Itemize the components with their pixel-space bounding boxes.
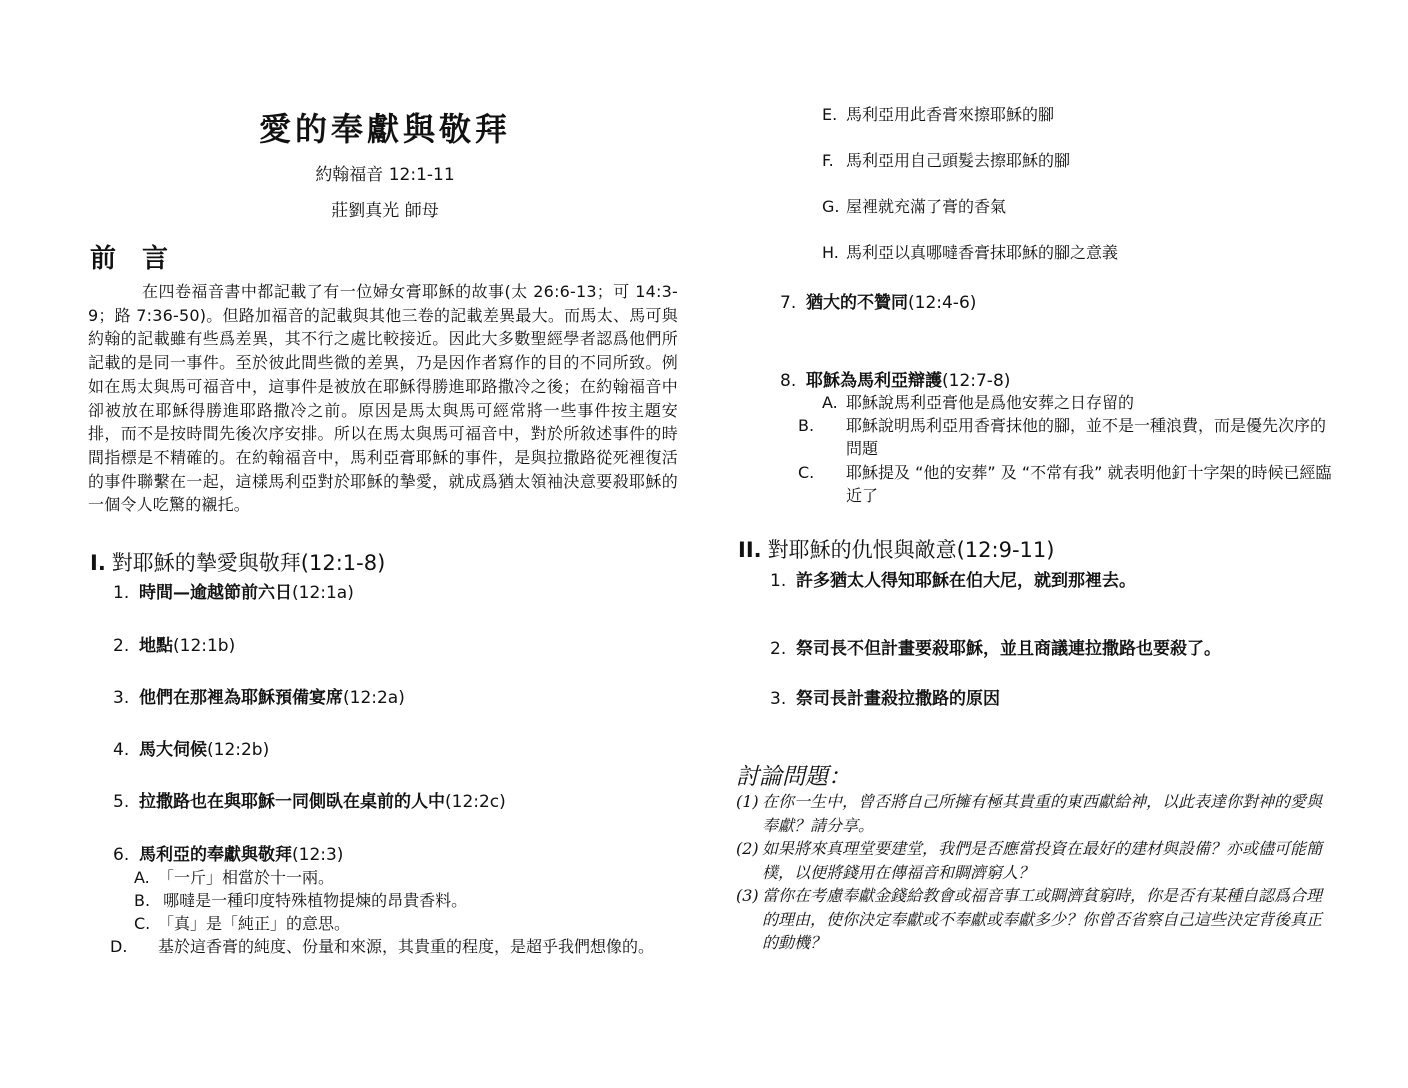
list-item: 3. 他們在那裡為耶穌預備宴席(12:2a)	[113, 688, 405, 708]
section-2-title: 對耶穌的仇恨與敵意(12:9-11)	[767, 538, 1055, 562]
sub-item: D. 基於這香膏的純度、份量和來源，其貴重的程度，是超乎我們想像的。	[110, 937, 655, 956]
list-item: 8. 耶穌為馬利亞辯護(12:7-8)	[780, 371, 1011, 391]
sub-item: G. 屋裡就充滿了膏的香氣	[822, 197, 1007, 216]
list-item: 3. 祭司長計畫殺拉撒路的原因	[770, 689, 1000, 709]
list-item: 2. 祭司長不但計畫要殺耶穌，並且商議連拉撒路也要殺了。	[770, 639, 1221, 659]
discussion-title: 討論問題：	[736, 764, 851, 790]
list-item: 2. 地點(12:1b)	[113, 636, 236, 656]
section-1-title: 對耶穌的摯愛與敬拜(12:1-8)	[111, 551, 386, 575]
list-item: 7. 猶大的不贊同(12:4-6)	[780, 293, 977, 313]
list-item: 6. 馬利亞的奉獻與敬拜(12:3)	[113, 845, 344, 865]
sub-item: A. 耶穌說馬利亞膏他是爲他安葬之日存留的	[822, 393, 1135, 412]
sub-item: B. 耶穌說明馬利亞用香膏抹他的腳，並不是一種浪費，而是優先次序的問題	[798, 416, 1327, 458]
section-1-heading	[90, 547, 385, 577]
sub-item: C. 「真」是「純正」的意思。	[134, 914, 351, 933]
section-2-numeral: II.	[738, 538, 762, 562]
sub-item: E. 馬利亞用此香膏來擦耶穌的腳	[822, 105, 1055, 124]
sub-item: H. 馬利亞以真哪噠香膏抹耶穌的腳之意義	[822, 243, 1119, 262]
scripture-reference: 約翰福音 12:1-11	[315, 165, 455, 185]
sub-item: A. 「一斤」相當於十一兩。	[134, 868, 335, 887]
intro-heading: 前言	[90, 244, 195, 274]
page-title: 愛的奉獻與敬拜	[258, 110, 511, 148]
author-name: 莊劉真光 師母	[331, 201, 439, 221]
sub-item: F. 馬利亞用自己頭髮去擦耶穌的腳	[822, 151, 1071, 170]
list-item: 1. 許多猶太人得知耶穌在伯大尼，就到那裡去。	[770, 571, 1136, 591]
list-item: 4. 馬大伺候(12:2b)	[113, 740, 270, 760]
discussion-question: (3) 當你在考慮奉獻金錢給教會或福音事工或賙濟貧窮時，你是否有某種自認爲合理的理由，使你決定奉獻或不奉獻或奉獻多少？你曾否省察自己這些決定背後真正的動機？	[736, 886, 1323, 952]
intro-paragraph: 在四卷福音書中都記載了有一位婦女膏耶穌的故事(太 26:6-13；可 14:3-9；路 7:36-50)。但路加福音的記載與其他三卷的記載差異最大。而馬太、馬可與約翰的記載雖有些爲差異，其不行之處比較接近。因此大多數聖經學者認爲他們所記載的是同一事件。至於彼此間些微的差異，乃是因作者寫作的目的不同所致。例如在馬太與馬可福音中，這事件是被放在耶穌得勝進耶路撒冷之後；在約翰福音中卻被放在耶穌得勝進耶路撒冷之前。原因是馬太與馬可經常將一些事件按主題安排，而不是按時間先後次序安排。所以在馬太與馬可福音中，對於所敘述事件的時間指標是不精確的。在約翰福音中，馬利亞膏耶穌的事件，是與拉撒路從死裡復活的事件聯繫在一起，這樣馬利亞對於耶穌的摯愛，就成爲猶太領袖決意要殺耶穌的一個令人吃驚的襯托。	[88, 282, 678, 515]
list-item: 1. 時間—逾越節前六日(12:1a)	[113, 583, 354, 603]
section-2-heading	[738, 534, 1054, 564]
discussion-question: (1) 在你一生中，曾否將自己所擁有極其貴重的東西獻給神，以此表達你對神的愛與奉獻？請分享。	[736, 792, 1323, 835]
discussion-question: (2) 如果將來真理堂要建堂，我們是否應當投資在最好的建材與設備？亦或儘可能簡樸，以便將錢用在傳福音和賙濟窮人？	[736, 839, 1323, 882]
list-item: 5. 拉撒路也在與耶穌一同側臥在桌前的人中(12:2c)	[113, 792, 506, 812]
sub-item: B. 哪噠是一種印度特殊植物提煉的昂貴香料。	[134, 891, 468, 910]
section-1-numeral: I.	[90, 551, 106, 575]
sub-item: C. 耶穌提及 “他的安葬” 及 “不常有我” 就表明他釘十字架的時候已經臨近了	[798, 463, 1332, 505]
